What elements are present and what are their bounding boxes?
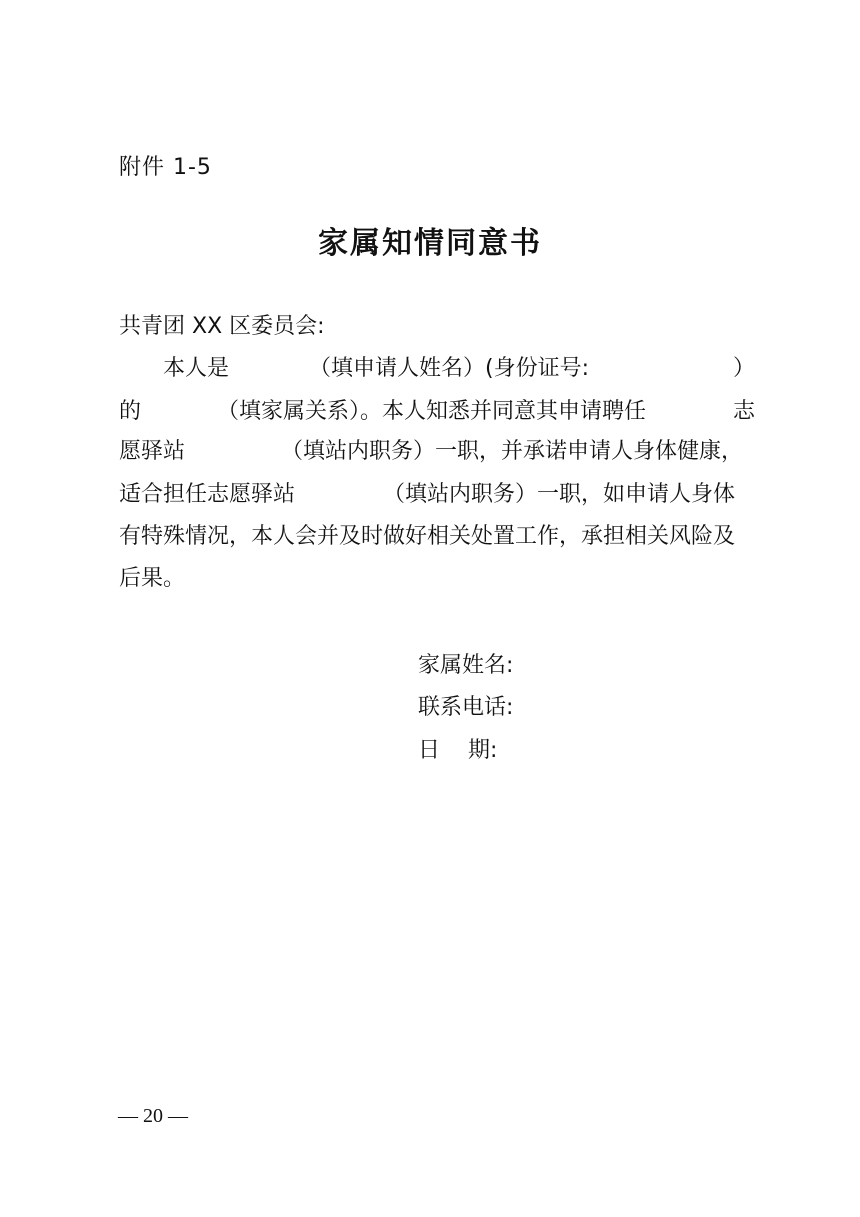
body-line-3-start: 愿驿站 xyxy=(119,439,186,464)
family-name-label: 家属姓名: xyxy=(418,653,514,678)
body-line-2 xyxy=(119,397,755,427)
body-line-4-middle: （填站内职务）一职，如申请人身体 xyxy=(383,482,736,507)
contact-phone-label: 联系电话: xyxy=(418,695,514,720)
salutation: 共青团 XX 区委员会: xyxy=(119,314,325,339)
body-line-1 xyxy=(119,354,755,384)
document-title: 家属知情同意书 xyxy=(318,226,542,261)
body-line-6: 后果。 xyxy=(119,566,186,591)
body-line-2-end: 志 xyxy=(732,399,755,424)
body-line-1-middle: （填申请人姓名）(身份证号: xyxy=(309,356,590,381)
body-line-1-end: ） xyxy=(732,356,755,381)
body-line-5: 有特殊情况，本人会并及时做好相关处置工作，承担相关风险及 xyxy=(119,524,736,549)
body-line-1-start: 本人是 xyxy=(163,356,230,381)
date-label: 日 期: xyxy=(418,738,498,763)
body-line-2-middle: （填家属关系）。本人知悉并同意其申请聘任 xyxy=(217,399,647,424)
body-line-4-start: 适合担任志愿驿站 xyxy=(119,482,296,507)
body-line-3 xyxy=(119,437,743,467)
attachment-label: 附件 1-5 xyxy=(119,155,212,180)
body-line-2-start: 的 xyxy=(119,399,142,424)
body-line-3-middle: （填站内职务）一职，并承诺申请人身体健康， xyxy=(281,439,744,464)
body-line-4 xyxy=(119,480,735,510)
page-number: — 20 — xyxy=(118,1105,188,1127)
